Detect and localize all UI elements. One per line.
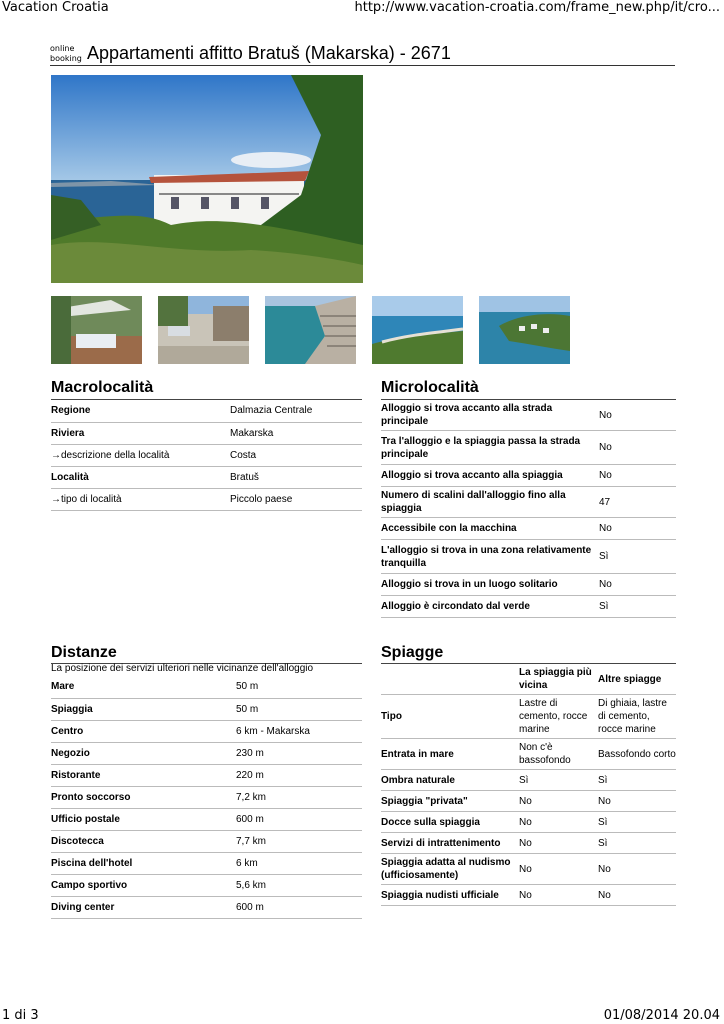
row-label: Alloggio si trova accanto alla spiaggia	[381, 465, 599, 487]
row-value: 50 m	[236, 676, 362, 698]
distanze-subtitle: La posizione dei servizi ulteriori nelle vicinanze dell'alloggio	[51, 663, 314, 674]
row-value: No	[599, 518, 676, 540]
row-label: Diving center	[51, 896, 236, 918]
row-label: Piscina dell'hotel	[51, 852, 236, 874]
micro-table	[381, 400, 676, 618]
bay-photo	[479, 296, 570, 364]
header-empty	[381, 664, 519, 695]
thumbnail-1[interactable]	[51, 296, 142, 364]
row-label: Spiaggia "privata"	[381, 791, 519, 812]
table-row	[51, 764, 362, 786]
table-row	[51, 466, 362, 488]
table-row	[381, 540, 676, 574]
table-row	[51, 488, 362, 510]
row-value: Bratuš	[230, 466, 362, 488]
column-header: La spiaggia più vicina	[519, 664, 598, 695]
row-label: Mare	[51, 676, 236, 698]
table-header-row	[381, 664, 676, 695]
column-header: Altre spiagge	[598, 664, 676, 695]
table-row	[381, 770, 676, 791]
row-label: Alloggio si trova accanto alla strada principale	[381, 400, 599, 431]
nearest-beach-value: No	[519, 854, 598, 885]
sea-stairs-photo	[265, 296, 356, 364]
page-title: Appartamenti affitto Bratuš (Makarska) - 2671	[87, 43, 451, 63]
table-row	[51, 400, 362, 422]
nearest-beach-value: Non c'è bassofondo	[519, 739, 598, 770]
other-beaches-value: No	[598, 791, 676, 812]
row-value: 600 m	[236, 808, 362, 830]
row-value: 50 m	[236, 698, 362, 720]
beach-photo	[372, 296, 463, 364]
row-label: →descrizione della località	[51, 444, 230, 466]
terrace-photo	[51, 296, 142, 364]
row-label: Alloggio è circondato dal verde	[381, 596, 599, 618]
online-booking-label[interactable]: online booking	[50, 44, 82, 63]
browser-page-title: Vacation Croatia	[2, 0, 109, 15]
row-label: Negozio	[51, 742, 236, 764]
main-photo[interactable]	[51, 75, 363, 283]
other-beaches-value: Sì	[598, 770, 676, 791]
row-label: Discotecca	[51, 830, 236, 852]
row-label: Pronto soccorso	[51, 786, 236, 808]
main-photo-image	[51, 75, 363, 283]
nearest-beach-value: No	[519, 791, 598, 812]
other-beaches-value: Sì	[598, 812, 676, 833]
row-value: No	[599, 574, 676, 596]
row-label: Tipo	[381, 695, 519, 739]
row-label: Docce sulla spiaggia	[381, 812, 519, 833]
table-row	[51, 874, 362, 896]
nearest-beach-value: Sì	[519, 770, 598, 791]
row-value: Sì	[599, 596, 676, 618]
other-beaches-value: Bassofondo corto	[598, 739, 676, 770]
title-bar	[50, 44, 675, 66]
row-label: Regione	[51, 400, 230, 422]
other-beaches-value: Sì	[598, 833, 676, 854]
row-value: Piccolo paese	[230, 488, 362, 510]
table-row	[381, 596, 676, 618]
row-value: 7,2 km	[236, 786, 362, 808]
table-row	[51, 830, 362, 852]
row-value: 230 m	[236, 742, 362, 764]
micro-heading: Microlocalità	[381, 379, 479, 396]
nearest-beach-value: No	[519, 812, 598, 833]
other-beaches-value: No	[598, 854, 676, 885]
row-value: No	[599, 465, 676, 487]
page-url: http://www.vacation-croatia.com/frame_new.php/it/cro...	[354, 0, 720, 15]
row-value: 7,7 km	[236, 830, 362, 852]
nearest-beach-value: No	[519, 833, 598, 854]
print-datetime: 01/08/2014 20.04	[603, 1008, 720, 1023]
row-value: 47	[599, 487, 676, 518]
row-value: No	[599, 431, 676, 465]
table-row	[381, 854, 676, 885]
row-label: Entrata in mare	[381, 739, 519, 770]
row-value: 5,6 km	[236, 874, 362, 896]
row-label: Spiaggia nudisti ufficiale	[381, 885, 519, 906]
table-row	[51, 742, 362, 764]
table-row	[51, 786, 362, 808]
macro-heading: Macrolocalità	[51, 379, 154, 396]
row-value: 220 m	[236, 764, 362, 786]
thumbnail-2[interactable]	[158, 296, 249, 364]
row-label: →tipo di località	[51, 488, 230, 510]
row-label: Spiaggia	[51, 698, 236, 720]
table-row	[381, 885, 676, 906]
row-label: Ufficio postale	[51, 808, 236, 830]
row-label: Alloggio si trova in un luogo solitario	[381, 574, 599, 596]
table-row	[381, 695, 676, 739]
table-row	[51, 896, 362, 918]
nearest-beach-value: Lastre di cemento, rocce marine	[519, 695, 598, 739]
driveway-photo	[158, 296, 249, 364]
table-row	[51, 444, 362, 466]
row-label: Ombra naturale	[381, 770, 519, 791]
thumbnail-5[interactable]	[479, 296, 570, 364]
macro-table	[51, 400, 362, 511]
row-label: Riviera	[51, 422, 230, 444]
table-row	[51, 852, 362, 874]
table-row	[381, 739, 676, 770]
row-value: Makarska	[230, 422, 362, 444]
other-beaches-value: Di ghiaia, lastre di cemento, rocce marine	[598, 695, 676, 739]
row-value: Costa	[230, 444, 362, 466]
thumbnail-3[interactable]	[265, 296, 356, 364]
table-row	[381, 487, 676, 518]
table-row	[381, 812, 676, 833]
row-label: Ristorante	[51, 764, 236, 786]
other-beaches-value: No	[598, 885, 676, 906]
table-row	[51, 698, 362, 720]
row-value: Dalmazia Centrale	[230, 400, 362, 422]
row-label: Località	[51, 466, 230, 488]
spiagge-table	[381, 664, 676, 906]
table-row	[51, 720, 362, 742]
table-row	[381, 518, 676, 540]
table-row	[51, 808, 362, 830]
row-label: Centro	[51, 720, 236, 742]
table-row	[381, 431, 676, 465]
row-label: Campo sportivo	[51, 874, 236, 896]
table-row	[51, 676, 362, 698]
row-value: 6 km	[236, 852, 362, 874]
row-label: Accessibile con la macchina	[381, 518, 599, 540]
table-row	[381, 400, 676, 431]
row-label: L'alloggio si trova in una zona relativamente tranquilla	[381, 540, 599, 574]
distanze-heading: Distanze	[51, 644, 117, 661]
table-row	[381, 465, 676, 487]
distanze-table	[51, 676, 362, 919]
row-value: 600 m	[236, 896, 362, 918]
row-value: 6 km - Makarska	[236, 720, 362, 742]
table-row	[381, 574, 676, 596]
row-label: Numero di scalini dall'alloggio fino alla spiaggia	[381, 487, 599, 518]
table-row	[381, 791, 676, 812]
thumbnail-4[interactable]	[372, 296, 463, 364]
row-label: Tra l'alloggio e la spiaggia passa la strada principale	[381, 431, 599, 465]
page-number: 1 di 3	[2, 1008, 39, 1023]
table-row	[51, 422, 362, 444]
row-label: Servizi di intrattenimento	[381, 833, 519, 854]
row-value: No	[599, 400, 676, 431]
row-label: Spiaggia adatta al nudismo (ufficiosamente)	[381, 854, 519, 885]
table-row	[381, 833, 676, 854]
spiagge-heading: Spiagge	[381, 644, 444, 661]
nearest-beach-value: No	[519, 885, 598, 906]
row-value: Sì	[599, 540, 676, 574]
